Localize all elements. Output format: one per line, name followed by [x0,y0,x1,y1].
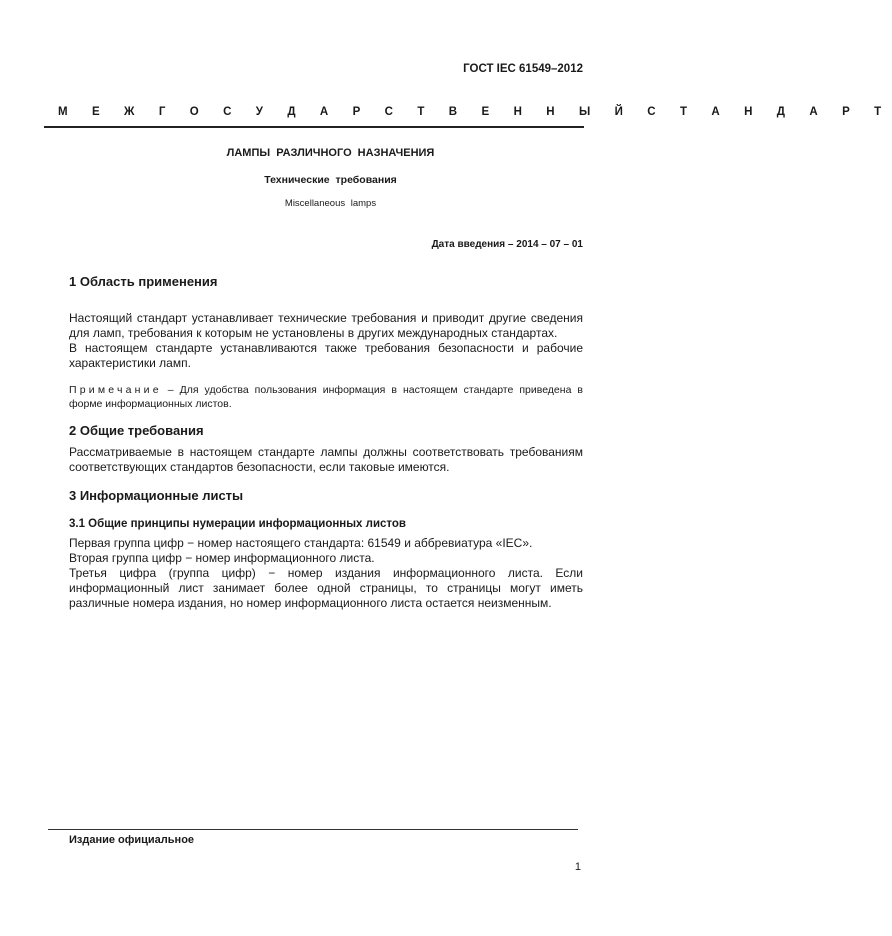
note-label: Примечание [69,384,162,396]
interstate-standard-banner: М Е Ж Г О С У Д А Р С Т В Е Н Н Ы Й С Т А Н Д А Р Т [58,106,892,118]
section-2-heading: 2 Общие требования [69,423,204,438]
document-subtitle: Технические требования [264,174,397,186]
document-title: ЛАМПЫ РАЗЛИЧНОГО НАЗНАЧЕНИЯ [226,147,435,159]
document-code: ГОСТ IEC 61549–2012 [463,63,583,75]
section-3-paragraph-1: Первая группа цифр − номер настоящего стандарта: 61549 и аббревиатура «IEC». [69,536,533,550]
section-3-1-heading: 3.1 Общие принципы нумерации информационных листов [69,518,406,530]
official-edition-label: Издание официальное [69,834,195,846]
section-1-paragraph-1-text: Настоящий стандарт устанавливает технические требования и приводит другие сведения для ламп, требования к которым не установлены в других международных стандартах. [69,311,583,340]
page-number: 1 [574,861,581,873]
header-divider [44,126,584,128]
introduction-date: Дата введения – 2014 – 07 – 01 [431,239,583,250]
section-1-heading: 1 Область применения [69,274,218,289]
section-1-note [69,383,583,411]
section-1-paragraph-2 [69,341,583,371]
section-1-paragraph-1 [69,311,583,341]
section-3-paragraph-2: Вторая группа цифр − номер информационного листа. [69,551,375,565]
footer-divider [48,829,578,830]
note-text: – Для удобства пользования информация в настоящем стандарте приведена в форме информационных листов. [69,384,583,410]
section-1-paragraph-2-text: В настоящем стандарте устанавливаются также требования безопасности и рабочие характеристики ламп. [69,341,583,370]
section-3-paragraph-3: Третья цифра (группа цифр) − номер издания информационного листа. Если информационный лист занимает более одной страницы, то страницы могут иметь различные номера издания, но номер информационного листа остается неизменным. [69,566,583,610]
document-title-english: Miscellaneous lamps [284,198,377,209]
section-2-paragraph-1: Рассматриваемые в настоящем стандарте лампы должны соответствовать требованиям соответствующих стандартов безопасности, если таковые имеются. [69,445,583,474]
section-3-heading: 3 Информационные листы [69,488,244,503]
